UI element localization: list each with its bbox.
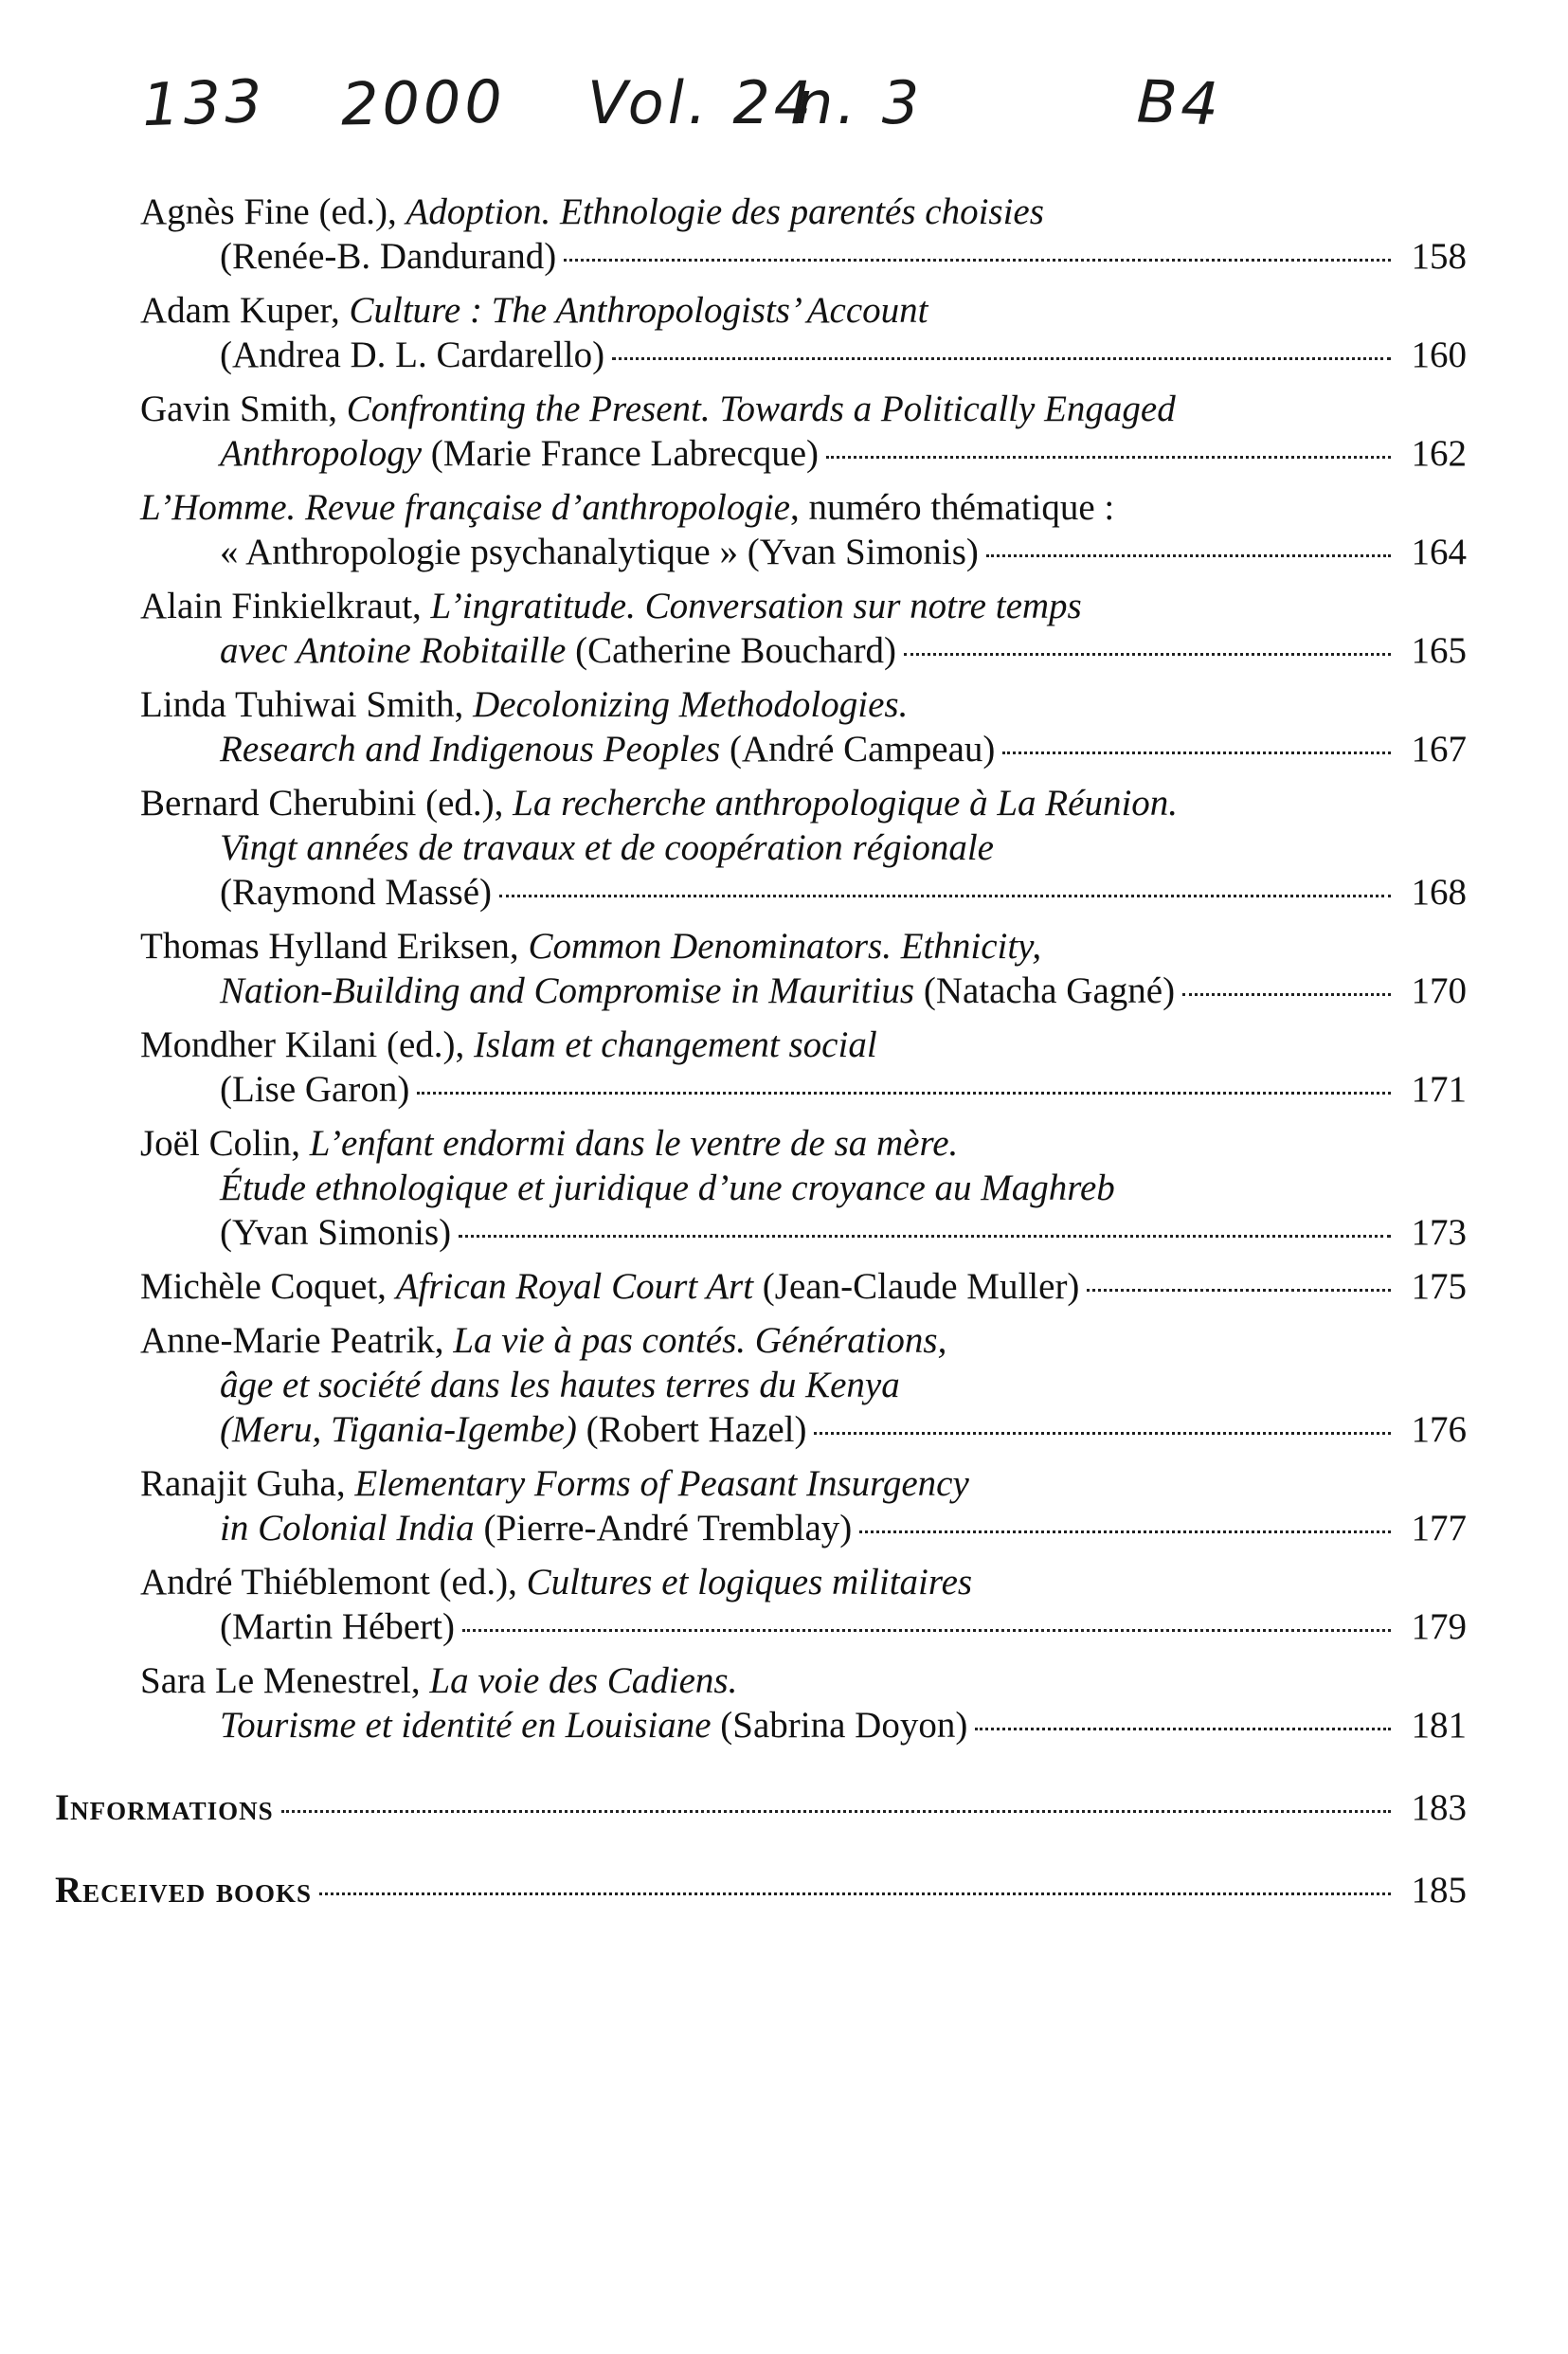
entry-text-part: André Thiéblemont (ed.), xyxy=(140,1562,527,1603)
dot-leader xyxy=(462,1629,1391,1632)
toc-entry-line xyxy=(140,1210,1467,1255)
entry-text-part: Linda Tuhiwai Smith, xyxy=(140,684,474,725)
page-number: 158 xyxy=(1411,236,1467,277)
toc-entry-line xyxy=(140,628,1467,673)
dot-leader xyxy=(281,1810,1391,1813)
dot-leader xyxy=(1002,751,1391,754)
title-italic: Decolonizing Methodologies. xyxy=(473,684,909,725)
toc-entry-text xyxy=(220,1407,806,1452)
entry-text-part: (Raymond Massé) xyxy=(220,872,493,913)
dot-leader xyxy=(459,1235,1391,1238)
entry-text-part: (Natacha Gagné) xyxy=(914,970,1176,1011)
toc-entry xyxy=(140,1318,1467,1452)
toc-entry-text xyxy=(140,682,908,727)
toc-entry xyxy=(140,387,1467,476)
toc-entry-text xyxy=(140,190,1044,234)
toc-entry xyxy=(140,1023,1467,1112)
toc-entry-text xyxy=(140,387,1176,431)
page-number: 165 xyxy=(1411,630,1467,671)
toc-entry-line xyxy=(140,1407,1467,1452)
toc-entry xyxy=(140,1658,1467,1747)
toc-entry xyxy=(140,682,1467,771)
toc-entry-text xyxy=(140,1658,737,1703)
dot-leader xyxy=(1087,1289,1391,1292)
handwritten-note-code: B4 xyxy=(1135,66,1224,139)
toc-entry-text xyxy=(140,1264,1079,1309)
page-number: 179 xyxy=(1411,1606,1467,1647)
entry-text-part: (Catherine Bouchard) xyxy=(566,630,897,671)
toc-entry-text xyxy=(140,485,1114,530)
handwritten-note-issue: n. 3 xyxy=(796,68,924,137)
page-number: 160 xyxy=(1411,335,1467,375)
dot-leader xyxy=(499,895,1391,897)
page-number: 162 xyxy=(1411,433,1467,474)
toc-entry-line xyxy=(140,288,1467,333)
title-italic: L’enfant endormi dans le ventre de sa mère. xyxy=(309,1123,959,1164)
title-italic: Islam et changement social xyxy=(474,1024,877,1065)
dot-leader xyxy=(975,1728,1391,1730)
toc-entry xyxy=(140,288,1467,377)
toc-entry-line xyxy=(140,727,1467,771)
toc-entry-text xyxy=(140,1461,969,1506)
toc-entry xyxy=(140,781,1467,914)
entry-text-part: (André Campeau) xyxy=(720,729,996,770)
toc-entry-line xyxy=(140,1658,1467,1703)
page-number: 185 xyxy=(1411,1870,1467,1910)
toc-entry-line xyxy=(140,234,1467,279)
entry-text-part: Gavin Smith, xyxy=(140,389,347,429)
toc-entry-line xyxy=(140,682,1467,727)
entry-text-part: Adam Kuper, xyxy=(140,290,350,331)
toc-entry-text xyxy=(140,1121,958,1166)
title-italic: âge et société dans les hautes terres du Kenya xyxy=(220,1365,900,1405)
entry-text-part: Alain Finkielkraut, xyxy=(140,586,431,626)
toc-entry-line xyxy=(140,1560,1467,1604)
title-italic: L’ingratitude. Conversation sur notre temps xyxy=(430,586,1082,626)
toc-entry-text xyxy=(140,924,1041,969)
title-italic: Cultures et logiques militaires xyxy=(526,1562,973,1603)
page-number: 171 xyxy=(1411,1069,1467,1110)
table-of-contents xyxy=(55,190,1467,1912)
dot-leader xyxy=(417,1092,1391,1095)
title-italic: La vie à pas contés. Générations, xyxy=(453,1320,947,1361)
title-italic: Common Denominators. Ethnicity, xyxy=(528,926,1042,967)
title-italic: Research and Indigenous Peoples xyxy=(220,729,721,770)
title-italic: Étude ethnologique et juridique d’une croyance au Maghreb xyxy=(220,1168,1115,1208)
toc-entry-line xyxy=(140,825,1467,870)
entry-text-part: Michèle Coquet, xyxy=(140,1266,396,1307)
toc-entry xyxy=(140,584,1467,673)
entry-text-part: Agnès Fine (ed.), xyxy=(140,191,406,232)
toc-entry-line xyxy=(140,1363,1467,1407)
toc-entry-text xyxy=(220,969,1175,1013)
dot-leader xyxy=(319,1892,1391,1895)
title-italic: in Colonial India xyxy=(220,1508,475,1548)
page-number: 170 xyxy=(1411,970,1467,1011)
section-label: Informations xyxy=(55,1787,274,1828)
toc-entry-text xyxy=(220,431,819,476)
entry-text-part: (Marie France Labrecque) xyxy=(422,433,820,474)
toc-entry-line xyxy=(140,530,1467,574)
page-number: 176 xyxy=(1411,1409,1467,1450)
entry-text-part: Joël Colin, xyxy=(140,1123,310,1164)
entry-text-part: (Sabrina Doyon) xyxy=(711,1705,968,1746)
handwritten-note-year: 2000 xyxy=(340,66,507,139)
toc-entry-text xyxy=(220,825,994,870)
toc-entry xyxy=(140,1461,1467,1550)
dot-leader xyxy=(826,456,1391,459)
toc-entry-text xyxy=(220,1703,967,1747)
page-number: 164 xyxy=(1411,532,1467,572)
toc-entry-text xyxy=(140,288,928,333)
page-number: 175 xyxy=(1411,1266,1467,1307)
page-number: 168 xyxy=(1411,872,1467,913)
entry-text-part: (Renée-B. Dandurand) xyxy=(220,236,557,277)
entry-text-part: Bernard Cherubini (ed.), xyxy=(140,783,514,824)
entry-text-part: (Lise Garon) xyxy=(220,1069,410,1110)
toc-entry-text xyxy=(140,584,1082,628)
entry-text-part: (Robert Hazel) xyxy=(576,1409,807,1450)
toc-entry-line xyxy=(140,1067,1467,1112)
title-italic: Vingt années de travaux et de coopération régionale xyxy=(220,827,994,868)
toc-entry-line xyxy=(140,190,1467,234)
toc-entry-line xyxy=(140,1166,1467,1210)
toc-entry-text xyxy=(140,1560,972,1604)
toc-entry-line xyxy=(140,1264,1467,1309)
toc-entry xyxy=(140,485,1467,574)
entry-text-part: , numéro thématique : xyxy=(789,487,1115,528)
title-italic: La recherche anthropologique à La Réunion. xyxy=(513,783,1179,824)
toc-entry-text xyxy=(140,1023,877,1067)
entry-text-part: Sara Le Menestrel, xyxy=(140,1660,430,1701)
toc-entry-line xyxy=(140,431,1467,476)
toc-entry-text xyxy=(220,1506,852,1550)
toc-entry-line xyxy=(140,1461,1467,1506)
dot-leader xyxy=(986,554,1391,557)
toc-entry-text xyxy=(220,1363,900,1407)
toc-entry-line xyxy=(140,1703,1467,1747)
toc-entry-line xyxy=(140,1121,1467,1166)
toc-entry-line xyxy=(140,1318,1467,1363)
title-italic: Tourisme et identité en Louisiane xyxy=(220,1705,712,1746)
title-italic: avec Antoine Robitaille xyxy=(220,630,567,671)
toc-entry xyxy=(140,1121,1467,1255)
page-number: 167 xyxy=(1411,729,1467,770)
toc-entry-line xyxy=(140,1604,1467,1649)
dot-leader xyxy=(904,653,1391,656)
dot-leader xyxy=(564,259,1391,262)
toc-entry-line xyxy=(140,1506,1467,1550)
dot-leader xyxy=(814,1432,1391,1435)
toc-entry-text xyxy=(220,1166,1115,1210)
toc-entry-text xyxy=(220,1210,451,1255)
toc-entry-text xyxy=(220,530,979,574)
page-number: 173 xyxy=(1411,1212,1467,1253)
entry-text-part: « Anthropologie psychanalytique » (Yvan Simonis) xyxy=(220,532,979,572)
title-italic: Culture : The Anthropologists’ Account xyxy=(349,290,928,331)
toc-section xyxy=(55,1785,1467,1830)
toc-entry xyxy=(140,1560,1467,1649)
toc-entry-text xyxy=(220,870,492,914)
toc-entry-text xyxy=(220,1604,455,1649)
dot-leader xyxy=(1182,993,1391,996)
entry-text-part: Anne-Marie Peatrik, xyxy=(140,1320,454,1361)
title-italic: Adoption. Ethnologie des parentés choisies xyxy=(406,191,1044,232)
entry-text-part: Mondher Kilani (ed.), xyxy=(140,1024,474,1065)
title-italic: Confronting the Present. Towards a Politically Engaged xyxy=(346,389,1176,429)
title-italic: Anthropology xyxy=(220,433,423,474)
toc-entry xyxy=(140,924,1467,1013)
toc-entry-line xyxy=(140,333,1467,377)
toc-entry-text xyxy=(140,781,1178,825)
page-number: 183 xyxy=(1411,1787,1467,1828)
page-number: 181 xyxy=(1411,1705,1467,1746)
title-italic: La voie des Cadiens. xyxy=(429,1660,738,1701)
entry-text-part: (Jean-Claude Muller) xyxy=(753,1266,1080,1307)
toc-entry xyxy=(140,190,1467,279)
toc-entry-line xyxy=(140,485,1467,530)
title-italic: Nation-Building and Compromise in Mauritius xyxy=(220,970,915,1011)
entry-text-part: Thomas Hylland Eriksen, xyxy=(140,926,529,967)
entry-text-part: (Yvan Simonis) xyxy=(220,1212,452,1253)
title-italic: African Royal Court Art xyxy=(395,1266,754,1307)
toc-entry-text xyxy=(220,1067,409,1112)
handwritten-note-volume: Vol. 24 xyxy=(587,68,816,137)
toc-entry-line xyxy=(140,584,1467,628)
toc-entry-text xyxy=(220,234,556,279)
toc-entry-line xyxy=(140,387,1467,431)
entry-text-part: (Martin Hébert) xyxy=(220,1606,455,1647)
toc-entry-line xyxy=(140,781,1467,825)
toc-entry-text xyxy=(220,628,896,673)
dot-leader xyxy=(612,357,1391,360)
entry-text-part: (Pierre-André Tremblay) xyxy=(474,1508,853,1548)
toc-entry-text xyxy=(140,1318,946,1363)
toc-entry-line xyxy=(140,870,1467,914)
toc-section xyxy=(55,1868,1467,1912)
handwritten-note-number: 133 xyxy=(140,65,267,140)
section-label: Received books xyxy=(55,1870,312,1910)
title-italic: L’Homme. Revue française d’anthropologie xyxy=(140,487,790,528)
entry-text-part: (Andrea D. L. Cardarello) xyxy=(220,335,605,375)
toc-entry-text xyxy=(220,333,604,377)
title-italic: Elementary Forms of Peasant Insurgency xyxy=(354,1463,969,1504)
page-number: 177 xyxy=(1411,1508,1467,1548)
entry-text-part: Ranajit Guha, xyxy=(140,1463,355,1504)
title-italic: (Meru, Tigania-Igembe) xyxy=(220,1409,577,1450)
dot-leader xyxy=(859,1530,1391,1533)
handwritten-note xyxy=(142,59,1374,154)
toc-entry-line xyxy=(140,924,1467,969)
toc-entry-text xyxy=(220,727,995,771)
toc-entry-line xyxy=(140,969,1467,1013)
toc-entry-line xyxy=(140,1023,1467,1067)
toc-entry xyxy=(140,1264,1467,1309)
